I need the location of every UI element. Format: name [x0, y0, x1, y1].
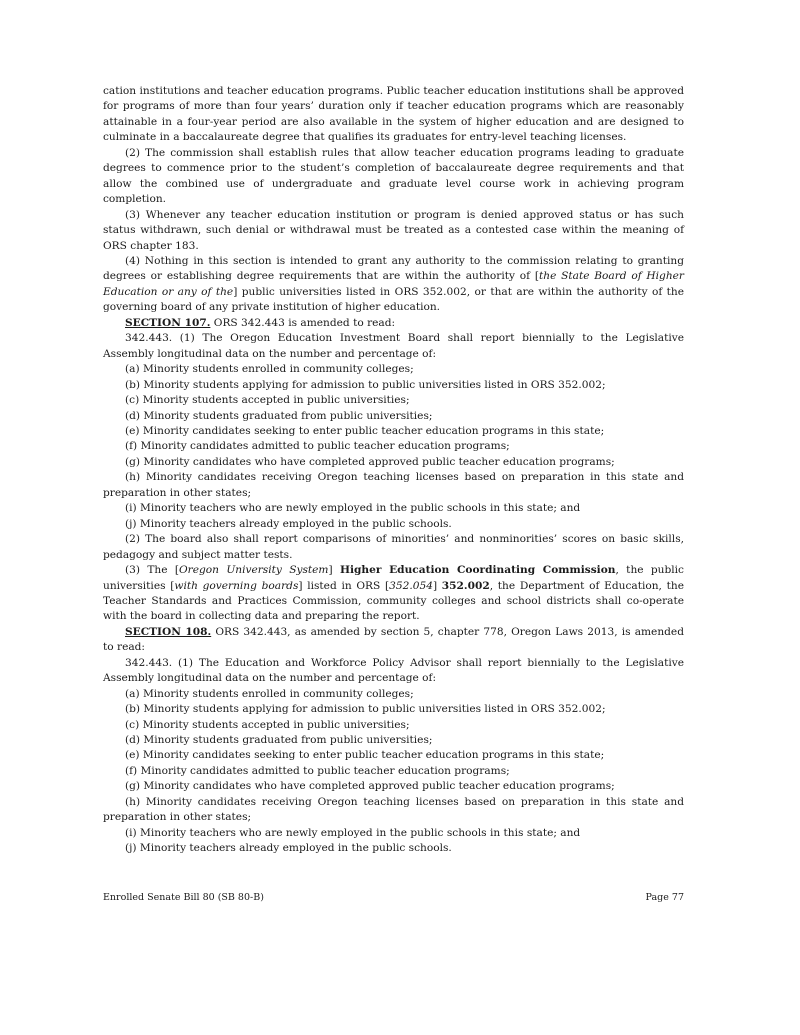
list-item: (c) Minority students accepted in public universities; [125, 718, 410, 731]
text-run: ] public universities listed in ORS 352.002, or that are within the authority of the governing board of any private institution of higher education. [103, 285, 684, 314]
footer-bill-name: Enrolled Senate Bill 80 (SB 80-B) [103, 892, 264, 903]
list-item: (a) Minority students enrolled in community colleges; [125, 363, 414, 376]
section-107-list [103, 362, 684, 532]
added-text: 352.002 [441, 579, 490, 592]
section-108-intro: 342.443. (1) The Education and Workforce Policy Advisor shall report biennially to the Legislative Assembly longitudinal data on the number and percentage of: [103, 656, 684, 685]
deleted-text: with governing boards [174, 579, 299, 592]
footer-page-number: Page 77 [645, 892, 684, 903]
list-item: (e) Minority candidates seeking to enter public teacher education programs in this state; [125, 424, 605, 437]
deleted-text: 352.054 [389, 579, 433, 592]
paragraph-subsection-3: (3) Whenever any teacher education institution or program is denied approved status or has such status withdrawn, such denial or withdrawal must be treated as a contested case within the meaning of ORS chapter 183. [103, 208, 684, 252]
list-item: (i) Minority teachers who are newly employed in the public schools in this state; and [125, 826, 581, 839]
list-item: (j) Minority teachers already employed in the public schools. [125, 842, 452, 855]
list-item: (b) Minority students applying for admission to public universities listed in ORS 352.002; [125, 703, 606, 716]
paragraph-continuation: cation institutions and teacher education programs. Public teacher education institutions shall be approved for programs of more than four years’ duration only if teacher education programs which are reasonably attainable in a four-year period are also available in the system of higher education and are designed to culminate in a baccalaureate degree that qualifies its graduates for entry-level teaching licenses. [103, 85, 684, 144]
list-item: (f) Minority candidates admitted to public teacher education programs; [125, 764, 510, 777]
list-item: (f) Minority candidates admitted to public teacher education programs; [125, 440, 510, 453]
document-body [103, 84, 684, 857]
deleted-text: Oregon University System [179, 564, 329, 577]
list-item: (h) Minority candidates receiving Oregon teaching licenses based on preparation in this state and preparation in other states; [103, 471, 684, 499]
section-108-heading [103, 625, 684, 656]
text-run: , the Department of Education, the Teacher Standards and Practices Commission, community colleges and school districts shall co-operate with the board in collecting data and preparing the report. [103, 579, 684, 623]
list-item: (a) Minority students enrolled in community colleges; [125, 687, 414, 700]
text-run: (4) Nothing in this section is intended to grant any authority to the commission relating to granting degrees or establishing degree requirements that are within the authority of [ [103, 254, 684, 283]
section-108-label: SECTION 108. [125, 625, 212, 638]
list-item: (i) Minority teachers who are newly employed in the public schools in this state; and [125, 502, 581, 515]
section-107-heading [103, 316, 684, 331]
list-item: (h) Minority candidates receiving Oregon teaching licenses based on preparation in this state and preparation in other states; [103, 795, 684, 824]
list-item: (g) Minority candidates who have completed approved public teacher education programs; [125, 780, 615, 793]
list-item: (c) Minority students accepted in public universities; [125, 394, 410, 407]
section-107-label: SECTION 107. [125, 316, 211, 329]
list-item: (e) Minority candidates seeking to enter public teacher education programs in this state; [125, 749, 605, 762]
section-108-text: ORS 342.443, as amended by section 5, chapter 778, Oregon Laws 2013, is amended to read: [103, 625, 684, 654]
list-item: (d) Minority students graduated from public universities; [125, 409, 433, 422]
paragraph-subsection-2: (2) The commission shall establish rules that allow teacher education programs leading to graduate degrees to commence prior to the student’s completion of baccalaureate degree requirements and that allow the combined use of undergraduate and graduate level course work in achieving program completion. [103, 146, 684, 206]
section-108-list [103, 687, 684, 857]
added-text: Higher Education Coordinating Commission [339, 564, 616, 577]
deleted-text: the State Board of Higher Education or any of the [103, 270, 684, 298]
section-107-subsection-2: (2) The board also shall report comparisons of minorities’ and nonminorities’ scores on basic skills, pedagogy and subject matter tests. [103, 533, 684, 561]
page-footer [103, 892, 684, 903]
text-run: ] [328, 564, 340, 577]
list-item: (j) Minority teachers already employed in the public schools. [125, 517, 452, 530]
list-item: (g) Minority candidates who have completed approved public teacher education programs; [125, 455, 615, 468]
paragraph-subsection-4 [103, 254, 684, 316]
list-item: (d) Minority students graduated from public universities; [125, 734, 433, 747]
text-run: ] [432, 579, 442, 592]
section-107-intro: 342.443. (1) The Oregon Education Investment Board shall report biennially to the Legislative Assembly longitudinal data on the number and percentage of: [103, 332, 684, 360]
text-run: (3) The [ [125, 564, 179, 577]
list-item: (b) Minority students applying for admission to public universities listed in ORS 352.002; [125, 378, 606, 391]
section-107-text: ORS 342.443 is amended to read: [210, 316, 396, 329]
text-run: ] listed in ORS [ [298, 579, 390, 592]
text-run: , the public universities [ [103, 564, 684, 592]
section-107-subsection-3 [103, 563, 684, 625]
